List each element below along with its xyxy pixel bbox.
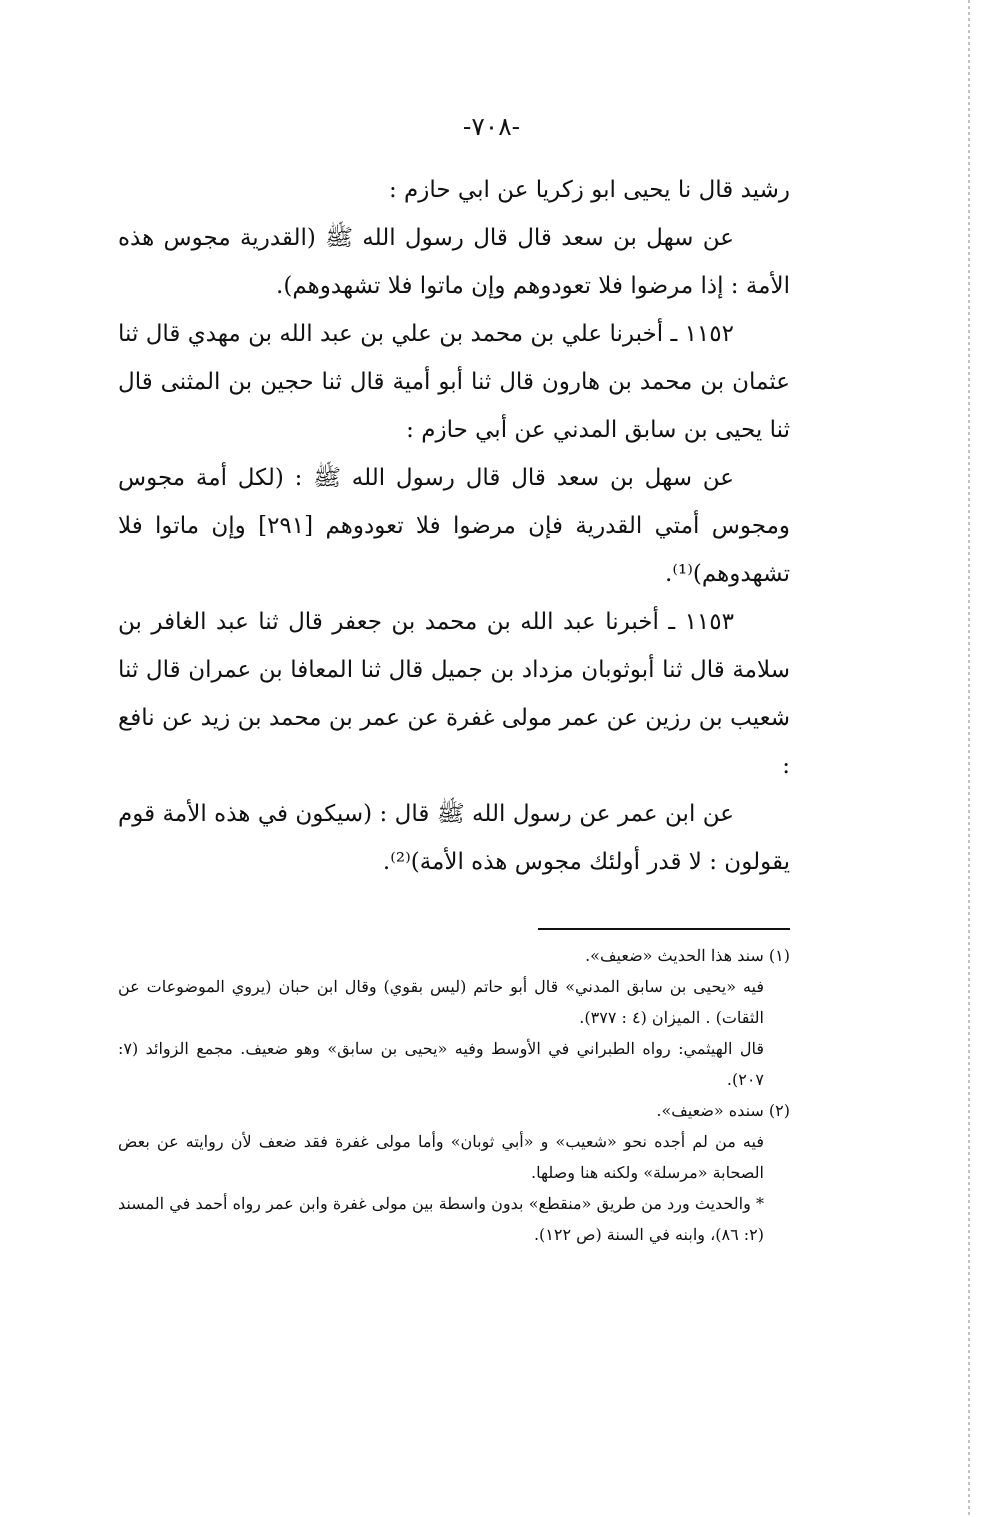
- footnote-2-heading: (٢) سنده «ضعيف».: [656, 1101, 790, 1120]
- footnote-2-line-1: فيه من لم أجده نحو «شعيب» و «أبي ثوبان» وأما مولى غفرة فقد ضعف لأن روايته عن بعض الصحابة «مرسلة» ولكنه هنا وصلها.: [118, 1132, 764, 1182]
- paragraph-1: رشيد قال نا يحيى ابو زكريا عن ابي حازم :: [388, 177, 790, 203]
- main-text: [118, 166, 790, 886]
- paragraph-2: عن سهل بن سعد قال قال رسول الله ﷺ (القدرية مجوس هذه الأمة : إذا مرضوا فلا تعودوهم وإن ماتوا فلا تشهدوهم).: [118, 225, 790, 299]
- footnote-1-line-1: فيه «يحيى بن سابق المدني» قال أبو حاتم (ليس بقوي) وقال ابن حبان (يروي الموضوعات عن الثقات) . الميزان (٤ : ٣٧٧).: [118, 977, 765, 1027]
- footnote-1-heading: (١) سند هذا الحديث «ضعيف».: [585, 946, 790, 965]
- page-number: -٧٠٨-: [462, 112, 521, 141]
- paragraph-3: ١١٥٢ ـ أخبرنا علي بن محمد بن علي بن عبد الله بن مهدي قال ثنا عثمان بن محمد بن هارون قال ثنا أبو أمية قال ثنا حجين بن المثنى قال ثنا يحيى بن سابق المدني عن أبي حازم :: [118, 321, 790, 443]
- footnotes: [118, 940, 790, 1250]
- footnote-separator: [538, 928, 790, 930]
- paragraph-5: ١١٥٣ ـ أخبرنا عبد الله بن محمد بن جعفر قال ثنا عبد الغافر بن سلامة قال ثنا أبوثوبان مزداد بن جميل قال ثنا المعافا بن عمران قال ثنا شعيب بن رزين عن عمر مولى غفرة عن عمر بن محمد بن زيد عن نافع :: [118, 609, 790, 779]
- paragraph-4: عن سهل بن سعد قال قال رسول الله ﷺ : (لكل أمة مجوس ومجوس أمتي القدرية فإن مرضوا فلا تعودوهم [٢٩١] وإن ماتوا فلا تشهدوهم)⁽¹⁾.: [118, 465, 790, 587]
- page-edge-line: [968, 0, 970, 1517]
- footnote-1-line-2: قال الهيثمي: رواه الطبراني في الأوسط وفيه «يحيى بن سابق» وهو ضعيف. مجمع الزوائد (٧: ٢٠٧).: [118, 1039, 764, 1089]
- footnote-2-line-2: * والحديث ورد من طريق «منقطع» بدون واسطة بين مولى غفرة وابن عمر رواه أحمد في المسند (٢: ٨٦)، وابنه في السنة (ص ١٢٢).: [118, 1194, 764, 1244]
- paragraph-6: عن ابن عمر عن رسول الله ﷺ قال : (سيكون في هذه الأمة قوم يقولون : لا قدر أولئك مجوس هذه الأمة)⁽²⁾.: [118, 801, 790, 875]
